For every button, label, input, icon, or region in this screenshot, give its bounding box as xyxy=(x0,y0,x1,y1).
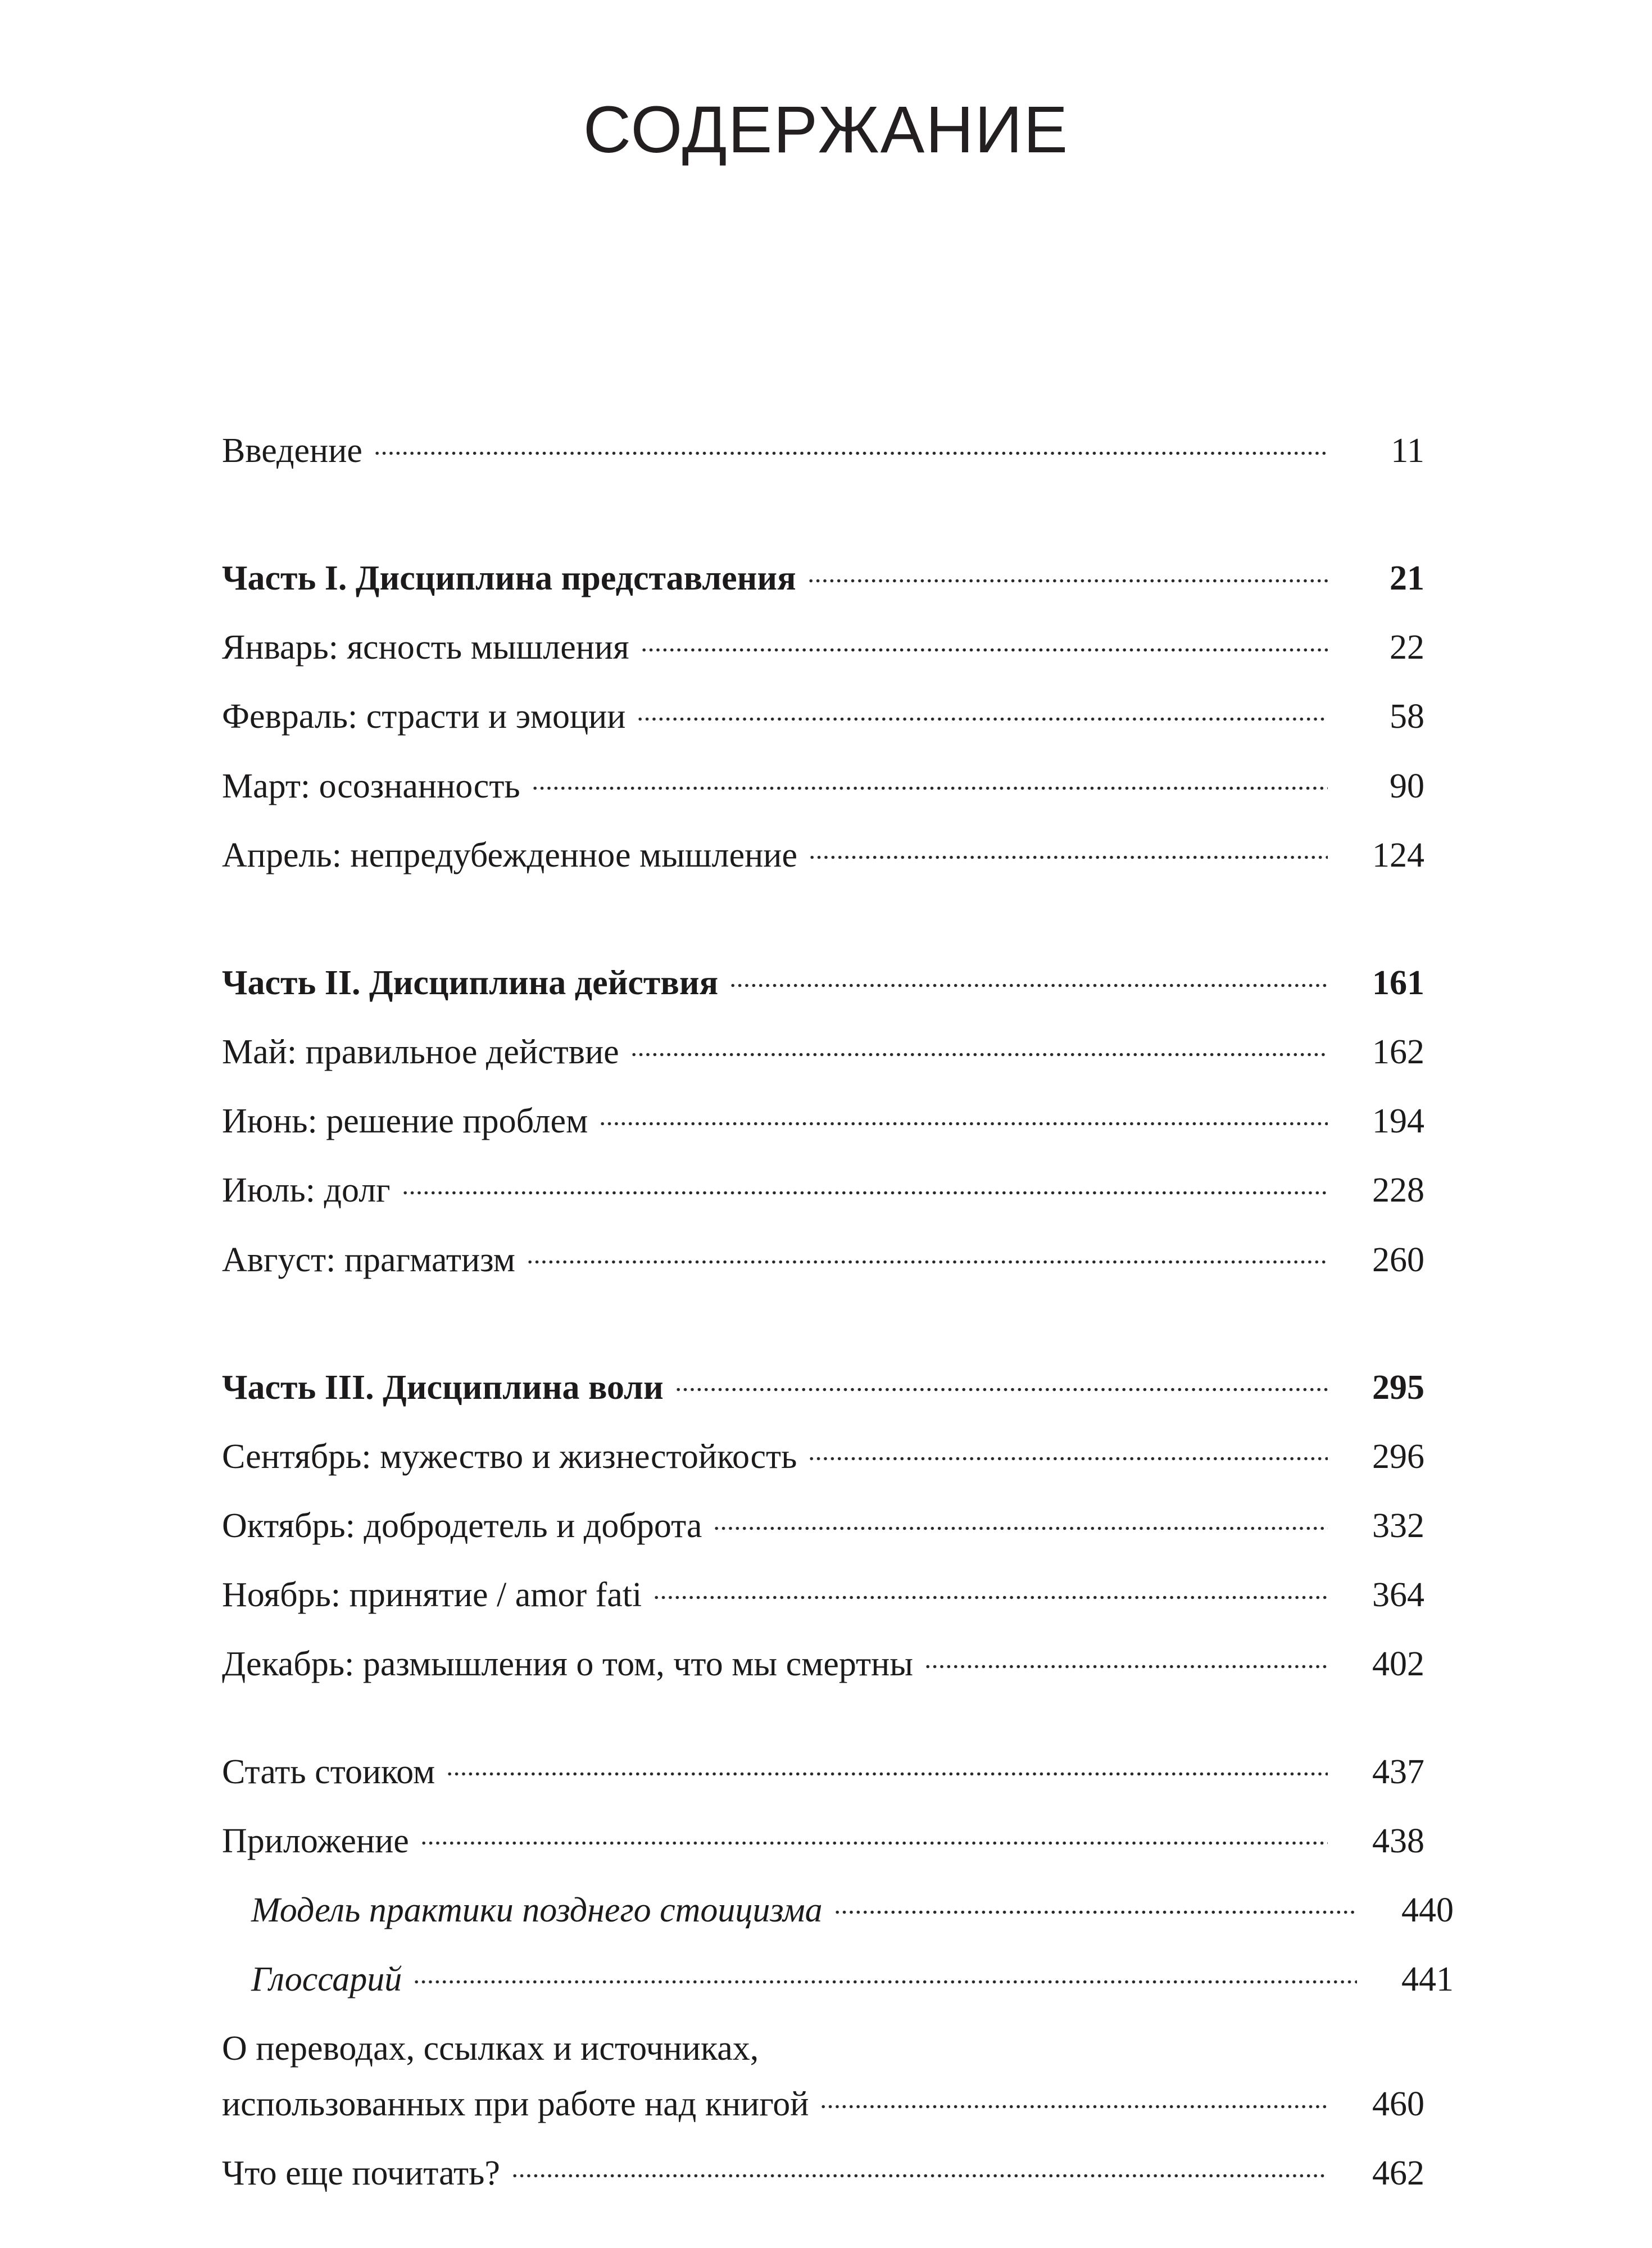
dot-leader xyxy=(420,1818,1328,1852)
row-spacer xyxy=(222,1408,1424,1433)
toc-entry-label: Август: прагматизм xyxy=(222,1240,515,1279)
dot-leader xyxy=(446,1748,1328,1783)
dot-leader xyxy=(729,959,1328,994)
toc-entry-introduction[interactable] xyxy=(222,427,1424,472)
toc-entry-page: 440 xyxy=(1401,1891,1454,1929)
section-spacer xyxy=(222,876,1424,959)
toc-part-page: 161 xyxy=(1372,963,1424,1002)
row-spacer xyxy=(222,1862,1424,1887)
toc-entry-page: 332 xyxy=(1372,1507,1424,1546)
toc-entry-label: Глоссарий xyxy=(251,1960,402,1998)
toc-part-label: Часть II. Дисциплина действия xyxy=(222,963,719,1002)
row-spacer xyxy=(222,807,1424,832)
section-spacer xyxy=(222,472,1424,555)
toc-entry-appendix[interactable] xyxy=(222,1818,1424,1862)
toc-entry-page: 162 xyxy=(1372,1033,1424,1072)
toc-entry-label: Модель практики позднего стоицизма xyxy=(251,1891,823,1929)
dot-leader xyxy=(713,1502,1328,1537)
toc-entry-february[interactable] xyxy=(222,693,1424,737)
toc-entry-page: 90 xyxy=(1390,767,1424,805)
toc-part-page: 21 xyxy=(1390,559,1424,598)
row-spacer xyxy=(222,1212,1424,1236)
dot-leader xyxy=(599,1098,1328,1132)
dot-leader xyxy=(924,1640,1328,1675)
dot-leader xyxy=(637,693,1328,728)
row-spacer xyxy=(222,2000,1424,2025)
row-spacer xyxy=(222,1793,1424,1818)
dot-leader xyxy=(653,1571,1328,1606)
toc-entry-january[interactable] xyxy=(222,624,1424,668)
toc-entry-may[interactable] xyxy=(222,1028,1424,1073)
toc-entry-page: 228 xyxy=(1372,1171,1424,1210)
toc-entry-sources-line-1[interactable] xyxy=(222,2025,1424,2069)
toc-entry-april[interactable] xyxy=(222,832,1424,876)
row-spacer xyxy=(222,1477,1424,1502)
toc-part-label: Часть I. Дисциплина представления xyxy=(222,559,796,598)
row-spacer xyxy=(222,668,1424,693)
row-spacer xyxy=(222,1931,1424,1956)
toc-entry-page: 437 xyxy=(1372,1752,1424,1791)
toc-part-page: 295 xyxy=(1372,1368,1424,1407)
toc-entry-june[interactable] xyxy=(222,1098,1424,1142)
toc-entry-july[interactable] xyxy=(222,1167,1424,1211)
toc-entry-october[interactable] xyxy=(222,1502,1424,1547)
dot-leader xyxy=(532,763,1328,797)
row-spacer xyxy=(222,738,1424,763)
row-spacer xyxy=(222,1616,1424,1640)
dot-leader xyxy=(630,1028,1328,1063)
toc-entry-glossary[interactable] xyxy=(222,1956,1454,2000)
toc-entry-page: 194 xyxy=(1372,1102,1424,1141)
toc-entry-label: Июнь: решение проблем xyxy=(222,1102,588,1141)
row-spacer xyxy=(222,1073,1424,1098)
toc-entry-label: Май: правильное действие xyxy=(222,1033,619,1072)
section-spacer xyxy=(222,1685,1424,1748)
toc-entry-label: Введение xyxy=(222,432,362,470)
dot-leader xyxy=(675,1364,1328,1399)
toc-entry-label: Октябрь: добродетель и доброта xyxy=(222,1507,702,1546)
page-title: СОДЕРЖАНИЕ xyxy=(583,93,1069,167)
toc-entry-further-reading[interactable] xyxy=(222,2150,1424,2194)
toc-entry-label: Январь: ясность мышления xyxy=(222,628,629,667)
dot-leader xyxy=(527,1236,1328,1271)
toc-entry-label: Ноябрь: принятие / amor fati xyxy=(222,1576,642,1615)
toc-entry-label: Сентябрь: мужество и жизнестойкость xyxy=(222,1437,797,1476)
dot-leader xyxy=(809,832,1328,867)
row-spacer xyxy=(222,1142,1424,1167)
toc-entry-page: 462 xyxy=(1372,2154,1424,2193)
dot-leader xyxy=(641,624,1328,659)
toc-entry-december[interactable] xyxy=(222,1640,1424,1685)
toc-entry-page: 460 xyxy=(1372,2085,1424,2124)
toc-part-heading-3[interactable] xyxy=(222,1364,1424,1408)
dot-leader xyxy=(834,1887,1357,1921)
toc-entry-label: Апрель: непредубежденное мышление xyxy=(222,836,797,874)
toc-entry-label: Февраль: страсти и эмоции xyxy=(222,697,626,736)
toc-entry-page: 124 xyxy=(1372,836,1424,874)
toc-entry-sources-line-2[interactable] xyxy=(222,2081,1424,2125)
dot-leader xyxy=(820,2081,1328,2115)
toc-entry-label: Стать стоиком xyxy=(222,1752,435,1791)
toc-entry-page: 22 xyxy=(1390,628,1424,667)
toc-entry-page: 438 xyxy=(1372,1821,1424,1860)
dot-leader xyxy=(808,1433,1328,1468)
dot-leader xyxy=(807,555,1328,590)
toc-entry-late-stoicism-model[interactable] xyxy=(222,1887,1454,1931)
dot-leader-empty xyxy=(770,2025,1328,2060)
toc-entry-label: Приложение xyxy=(222,1821,409,1860)
section-spacer xyxy=(222,1281,1424,1364)
toc-entry-page: 11 xyxy=(1391,432,1424,470)
dot-leader xyxy=(402,1167,1328,1202)
row-spacer xyxy=(222,2069,1424,2081)
toc-entry-september[interactable] xyxy=(222,1433,1424,1477)
table-of-contents xyxy=(222,427,1454,2195)
toc-part-heading-1[interactable] xyxy=(222,555,1424,599)
toc-entry-label: Декабрь: размышления о том, что мы смертны xyxy=(222,1645,913,1684)
toc-entry-label: Что еще почитать? xyxy=(222,2154,500,2193)
toc-entry-august[interactable] xyxy=(222,1236,1424,1281)
toc-part-heading-2[interactable] xyxy=(222,959,1424,1004)
dot-leader xyxy=(374,427,1328,462)
toc-entry-become-a-stoic[interactable] xyxy=(222,1748,1424,1793)
toc-entry-label: использованных при работе над книгой xyxy=(222,2085,809,2124)
toc-entry-label: Март: осознанность xyxy=(222,767,520,805)
row-spacer xyxy=(222,1547,1424,1571)
toc-entry-page: 260 xyxy=(1372,1240,1424,1279)
dot-leader xyxy=(511,2150,1328,2184)
toc-entry-page: 296 xyxy=(1372,1437,1424,1476)
toc-entry-label: О переводах, ссылках и источниках, xyxy=(222,2029,759,2068)
toc-part-label: Часть III. Дисциплина воли xyxy=(222,1368,664,1407)
row-spacer xyxy=(222,599,1424,624)
toc-entry-november[interactable] xyxy=(222,1571,1424,1616)
toc-entry-page: 402 xyxy=(1372,1645,1424,1684)
toc-entry-page: 58 xyxy=(1390,697,1424,736)
toc-entry-page: 364 xyxy=(1372,1576,1424,1615)
row-spacer xyxy=(222,2125,1424,2150)
toc-entry-label: Июль: долг xyxy=(222,1171,391,1210)
row-spacer xyxy=(222,1004,1424,1028)
toc-entry-march[interactable] xyxy=(222,763,1424,807)
dot-leader xyxy=(413,1956,1357,1991)
toc-entry-page: 441 xyxy=(1401,1960,1454,1998)
